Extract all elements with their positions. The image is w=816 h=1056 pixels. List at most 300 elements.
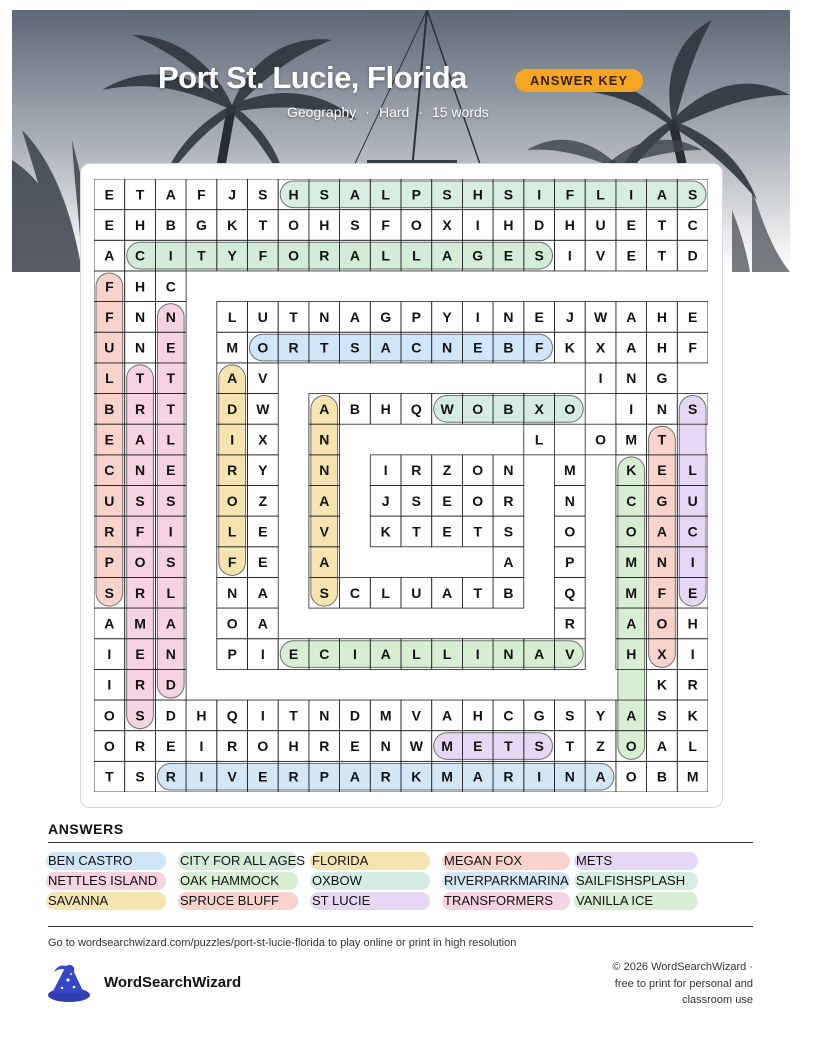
grid-letter: H xyxy=(503,216,514,233)
grid-letter: H xyxy=(288,186,299,203)
grid-letter: I xyxy=(260,707,265,724)
grid-letter: A xyxy=(349,768,361,785)
grid-letter: T xyxy=(473,523,483,540)
grid-letter: D xyxy=(227,400,238,417)
grid-letter: G xyxy=(656,492,668,509)
grid-letter: O xyxy=(226,492,238,509)
grid-letter: T xyxy=(135,186,145,203)
grid-letter: O xyxy=(288,216,299,233)
grid-letter: M xyxy=(226,339,238,356)
grid-letter: C xyxy=(626,492,637,509)
grid-letter: S xyxy=(503,523,514,540)
grid-letter: A xyxy=(165,186,176,203)
grid-letter: N xyxy=(134,462,146,479)
grid-letter: E xyxy=(503,247,514,264)
copyright-line: classroom use xyxy=(682,994,753,1006)
grid-letter: N xyxy=(503,646,514,663)
grid-letter: Z xyxy=(258,492,268,509)
grid-letter: F xyxy=(258,247,268,264)
answer-item xyxy=(48,892,108,910)
grid-letter: Q xyxy=(226,707,238,724)
grid-letter: H xyxy=(656,308,668,325)
grid-letter: G xyxy=(196,216,207,233)
grid-letter: T xyxy=(657,247,667,264)
grid-letter: H xyxy=(687,615,698,632)
grid-letter: L xyxy=(412,646,421,663)
grid-letter: L xyxy=(381,584,390,601)
grid-letter: M xyxy=(379,707,392,724)
grid-letter: I xyxy=(260,646,265,663)
grid-letter: R xyxy=(319,738,330,755)
grid-letter: P xyxy=(104,554,115,571)
grid-letter: W xyxy=(256,400,270,417)
grid-letter: N xyxy=(626,370,637,387)
grid-letter: C xyxy=(503,707,514,724)
grid-letter: Z xyxy=(596,738,605,755)
grid-letter: E xyxy=(166,738,176,755)
grid-letter: A xyxy=(104,615,115,632)
grid-letter: S xyxy=(166,554,176,571)
grid-letter: N xyxy=(319,308,330,325)
grid-letter: C xyxy=(134,247,146,264)
grid-letter: E xyxy=(104,431,115,448)
grid-letter: I xyxy=(690,646,695,663)
grid-letter: A xyxy=(441,247,453,264)
grid-letter: E xyxy=(442,523,452,540)
grid-letter: T xyxy=(657,431,667,448)
grid-letter: J xyxy=(228,186,237,203)
grid-letter: S xyxy=(411,492,422,509)
grid-letter: P xyxy=(411,186,422,203)
grid-letter: F xyxy=(197,186,206,203)
answer-word: NETTLES ISLAND xyxy=(48,873,158,888)
grid-letter: F xyxy=(105,308,114,325)
grid-letter: E xyxy=(687,584,698,601)
difficulty-label: Hard xyxy=(378,104,410,120)
answer-item xyxy=(312,872,362,890)
answer-item xyxy=(576,852,612,870)
grid-letter: E xyxy=(350,738,360,755)
grid-letter: O xyxy=(564,523,576,540)
grid-letter: H xyxy=(134,278,146,295)
grid-letter: O xyxy=(472,462,484,479)
answer-item xyxy=(48,872,157,890)
grid-letter: O xyxy=(226,615,238,632)
grid-letter: F xyxy=(135,523,145,540)
copyright-line: © 2026 WordSearchWizard · xyxy=(612,961,753,973)
grid-letter: E xyxy=(657,462,667,479)
copyright-line: free to print for personal and xyxy=(614,977,753,990)
grid-letter: V xyxy=(565,646,575,663)
grid-letter: J xyxy=(381,492,390,509)
grid-letter: B xyxy=(503,339,514,356)
grid-letter: A xyxy=(626,339,637,356)
grid-letter: I xyxy=(199,768,204,785)
grid-letter: A xyxy=(656,738,668,755)
grid-letter: S xyxy=(534,738,544,755)
grid-letter: N xyxy=(503,308,514,325)
answer-item xyxy=(48,852,133,870)
grid-letter: L xyxy=(227,523,237,540)
word-search-grid xyxy=(94,179,708,792)
grid-letter: N xyxy=(564,768,575,785)
grid-letter: F xyxy=(565,186,575,203)
grid-letter: T xyxy=(565,738,575,755)
grid-letter: T xyxy=(319,339,329,356)
grid-letter: P xyxy=(411,308,422,325)
grid-letter: L xyxy=(166,584,176,601)
grid-letter: O xyxy=(410,216,422,233)
grid-letter: B xyxy=(104,400,115,417)
grid-letter: K xyxy=(626,462,637,479)
grid-letter: O xyxy=(595,431,606,448)
grid-letter: F xyxy=(227,554,237,571)
grid-letter: A xyxy=(349,186,361,203)
grid-letter: E xyxy=(104,186,115,203)
grid-letter: O xyxy=(472,492,484,509)
answer-item xyxy=(444,892,553,910)
grid-letter: I xyxy=(475,308,480,325)
grid-letter: A xyxy=(656,523,668,540)
grid-letter: P xyxy=(227,646,237,663)
grid-letter: S xyxy=(319,584,329,601)
grid-letter: E xyxy=(166,339,176,356)
grid-letter: X xyxy=(595,339,606,356)
grid-letter: E xyxy=(442,492,452,509)
grid-letter: C xyxy=(687,216,698,233)
category-label: Geography xyxy=(287,104,357,120)
grid-letter: N xyxy=(656,400,668,417)
grid-letter: C xyxy=(411,339,422,356)
answer-word: SAILFISHSPLASH xyxy=(576,873,686,888)
grid-letter: O xyxy=(472,400,484,417)
grid-letter: T xyxy=(135,370,145,387)
grid-letter: L xyxy=(381,247,390,264)
grid-letter: I xyxy=(168,523,173,540)
grid-letter: S xyxy=(350,216,360,233)
grid-letter: W xyxy=(593,308,608,325)
grid-letter: A xyxy=(380,339,391,356)
grid-letter: S xyxy=(104,584,115,601)
grid-letter: E xyxy=(687,308,698,325)
grid-letter: N xyxy=(134,308,146,325)
grid-letter: A xyxy=(104,247,115,264)
grid-letter: X xyxy=(258,431,268,448)
grid-letter: R xyxy=(564,615,575,632)
grid-letter: Y xyxy=(442,308,452,325)
grid-letter: N xyxy=(227,584,238,601)
grid-letter: S xyxy=(687,400,698,417)
grid-letter: R xyxy=(319,247,330,264)
grid-letter: U xyxy=(257,308,268,325)
grid-letter: L xyxy=(442,646,452,663)
grid-letter: O xyxy=(288,247,299,264)
grid-letter: T xyxy=(289,308,298,325)
grid-letter: A xyxy=(534,646,545,663)
grid-letter: R xyxy=(134,738,146,755)
grid-svg xyxy=(94,179,708,792)
grid-letter: L xyxy=(381,186,390,203)
separator-dot: · xyxy=(418,104,423,120)
grid-letter: M xyxy=(441,738,453,755)
grid-letter: N xyxy=(380,738,391,755)
grid-letter: B xyxy=(656,768,668,785)
grid-letter: T xyxy=(289,707,298,724)
grid-letter: L xyxy=(688,462,697,479)
grid-letter: A xyxy=(472,768,483,785)
grid-letter: L xyxy=(596,186,605,203)
grid-letter: D xyxy=(687,247,698,264)
grid-letter: R xyxy=(288,339,299,356)
grid-letter: S xyxy=(258,186,268,203)
grid-letter: A xyxy=(319,492,330,509)
grid-letter: F xyxy=(381,216,390,233)
grid-letter: H xyxy=(472,186,483,203)
grid-letter: V xyxy=(411,707,422,724)
grid-letter: I xyxy=(690,554,695,571)
grid-letter: Y xyxy=(595,707,606,724)
grid-letter: R xyxy=(165,768,176,785)
grid-letter: E xyxy=(166,462,176,479)
grid-letter: R xyxy=(227,738,238,755)
grid-letter: I xyxy=(475,216,480,233)
grid-letter: I xyxy=(475,646,480,663)
grid-letter: T xyxy=(105,768,114,785)
grid-letter: K xyxy=(656,676,668,693)
grid-letter: O xyxy=(257,738,269,755)
grid-letter: R xyxy=(687,676,698,693)
grid-letter: T xyxy=(258,216,268,233)
answer-item xyxy=(444,852,522,870)
grid-letter: J xyxy=(565,308,574,325)
grid-letter: H xyxy=(134,216,146,233)
grid-letter: B xyxy=(349,400,361,417)
grid-letter: T xyxy=(657,216,667,233)
grid-letter: H xyxy=(196,707,207,724)
grid-letter: H xyxy=(626,646,637,663)
grid-letter: A xyxy=(319,554,330,571)
grid-letter: A xyxy=(626,615,637,632)
grid-letter: M xyxy=(625,584,638,601)
grid-letter: V xyxy=(227,768,237,785)
grid-letter: D xyxy=(165,707,176,724)
grid-letter: M xyxy=(625,554,638,571)
grid-letter: S xyxy=(657,707,667,724)
grid-letter: S xyxy=(442,186,452,203)
grid-letter: O xyxy=(103,738,115,755)
grid-letter: T xyxy=(166,370,176,387)
grid-letter: N xyxy=(134,339,146,356)
grid-letter: N xyxy=(564,492,575,509)
grid-letter: A xyxy=(227,370,238,387)
answer-word: VANILLA ICE xyxy=(576,893,654,908)
grid-letter: R xyxy=(134,676,146,693)
grid-letter: O xyxy=(625,738,637,755)
grid-letter: A xyxy=(441,584,453,601)
grid-letter: Z xyxy=(442,462,452,479)
grid-letter: M xyxy=(441,768,453,785)
grid-letter: A xyxy=(656,186,668,203)
grid-letter: X xyxy=(534,400,544,417)
grid-letter: I xyxy=(537,186,542,203)
grid-letter: M xyxy=(686,768,699,785)
grid-letter: D xyxy=(534,216,545,233)
grid-letter: D xyxy=(349,707,361,724)
grid-letter: I xyxy=(537,768,542,785)
grid-letter: B xyxy=(165,216,176,233)
grid-letter: K xyxy=(411,768,422,785)
answer-item xyxy=(576,872,685,890)
grid-letter: I xyxy=(107,646,112,663)
grid-letter: A xyxy=(503,554,514,571)
grid-letter: E xyxy=(288,646,299,663)
grid-letter: N xyxy=(441,339,453,356)
grid-letter: A xyxy=(257,584,268,601)
grid-letter: R xyxy=(288,768,299,785)
grid-letter: H xyxy=(380,400,391,417)
grid-letter: K xyxy=(227,216,238,233)
answer-word: ST LUCIE xyxy=(312,893,371,908)
grid-letter: R xyxy=(411,462,422,479)
grid-letter: E xyxy=(135,646,145,663)
answer-word: SAVANNA xyxy=(48,893,109,908)
grid-letter: S xyxy=(687,186,698,203)
grid-letter: I xyxy=(230,431,235,448)
grid-letter: Y xyxy=(227,247,237,264)
grid-letter: S xyxy=(350,339,360,356)
grid-letter: E xyxy=(104,216,115,233)
copyright-text xyxy=(563,959,753,1009)
grid-letter: A xyxy=(257,615,268,632)
grid-letter: R xyxy=(104,523,115,540)
grid-letter: H xyxy=(656,339,668,356)
grid-letter: X xyxy=(657,646,667,663)
answer-item xyxy=(576,892,653,910)
grid-letter: V xyxy=(319,523,329,540)
grid-letter: A xyxy=(626,707,637,724)
grid-letter: R xyxy=(380,768,391,785)
grid-letter: C xyxy=(349,584,361,601)
grid-letter: E xyxy=(258,554,268,571)
grid-letter: W xyxy=(440,400,454,417)
grid-letter: S xyxy=(565,707,575,724)
grid-letter: U xyxy=(687,492,698,509)
grid-letter: S xyxy=(135,768,145,785)
grid-letter: I xyxy=(353,646,357,663)
grid-letter: K xyxy=(380,523,391,540)
grid-letter: L xyxy=(166,431,176,448)
grid-letter: G xyxy=(380,308,392,325)
grid-letter: O xyxy=(564,400,576,417)
answer-word: SPRUCE BLUFF xyxy=(180,893,279,908)
grid-letter: C xyxy=(319,646,330,663)
grid-letter: H xyxy=(288,738,299,755)
grid-letter: N xyxy=(165,308,176,325)
grid-letter: S xyxy=(135,707,145,724)
answer-item xyxy=(312,852,368,870)
grid-letter: T xyxy=(166,400,176,417)
grid-letter: A xyxy=(595,768,606,785)
grid-letter: M xyxy=(134,615,146,632)
footer-url-text: Go to wordsearchwizard.com/puzzles/port-st-lucie-florida to play online or print in high resolution xyxy=(48,937,517,949)
wizard-hat-logo-icon xyxy=(46,962,92,1004)
grid-letter: K xyxy=(687,707,698,724)
grid-letter: R xyxy=(227,462,238,479)
grid-letter: E xyxy=(473,339,483,356)
grid-letter: T xyxy=(197,247,206,264)
grid-letter: D xyxy=(165,676,176,693)
grid-letter: A xyxy=(134,431,146,448)
grid-letter: E xyxy=(258,768,268,785)
answer-word: MEGAN FOX xyxy=(444,853,523,868)
answer-word: FLORIDA xyxy=(312,853,369,868)
grid-letter: B xyxy=(503,584,514,601)
grid-letter: L xyxy=(227,308,237,325)
grid-letter: V xyxy=(595,247,606,264)
answer-key-badge: ANSWER KEY xyxy=(515,69,643,92)
answer-word: BEN CASTRO xyxy=(48,853,133,868)
grid-letter: L xyxy=(105,370,114,387)
grid-letter: E xyxy=(473,738,483,755)
grid-letter: G xyxy=(472,247,484,264)
grid-letter: E xyxy=(258,523,268,540)
grid-letter: F xyxy=(657,584,667,601)
puzzle-meta xyxy=(287,104,489,120)
grid-letter: V xyxy=(258,370,268,387)
grid-letter: P xyxy=(319,768,329,785)
answer-item xyxy=(312,892,370,910)
grid-letter: N xyxy=(319,462,330,479)
grid-letter: C xyxy=(165,278,176,295)
answer-item xyxy=(180,872,279,890)
grid-letter: M xyxy=(564,462,576,479)
grid-letter: B xyxy=(503,400,514,417)
grid-letter: E xyxy=(626,247,636,264)
grid-letter: C xyxy=(687,523,698,540)
grid-letter: U xyxy=(104,492,115,509)
grid-letter: I xyxy=(598,370,603,387)
grid-letter: F xyxy=(534,339,544,356)
grid-letter: Y xyxy=(258,462,268,479)
grid-letter: N xyxy=(165,646,176,663)
grid-letter: S xyxy=(534,247,544,264)
grid-letter: N xyxy=(656,554,668,571)
grid-letter: X xyxy=(442,216,452,233)
grid-letter: H xyxy=(564,216,575,233)
grid-letter: G xyxy=(656,370,668,387)
grid-letter: C xyxy=(104,462,115,479)
answer-word: METS xyxy=(576,853,613,868)
grid-letter: H xyxy=(319,216,330,233)
grid-letter: I xyxy=(199,738,204,755)
grid-letter: K xyxy=(564,339,575,356)
answer-item xyxy=(444,872,569,890)
grid-letter: O xyxy=(656,615,668,632)
grid-letter: S xyxy=(135,492,145,509)
word-count-label: 15 words xyxy=(431,104,489,120)
grid-letter: M xyxy=(625,431,638,448)
answer-word: OXBOW xyxy=(312,873,362,888)
grid-letter: U xyxy=(595,216,606,233)
grid-letter: L xyxy=(412,247,421,264)
brand-name: WordSearchWizard xyxy=(104,974,242,991)
grid-letter: R xyxy=(134,584,146,601)
grid-letter: F xyxy=(688,339,697,356)
grid-letter: A xyxy=(165,615,176,632)
grid-letter: F xyxy=(105,278,114,295)
grid-letter: R xyxy=(503,768,514,785)
grid-letter: A xyxy=(626,308,637,325)
